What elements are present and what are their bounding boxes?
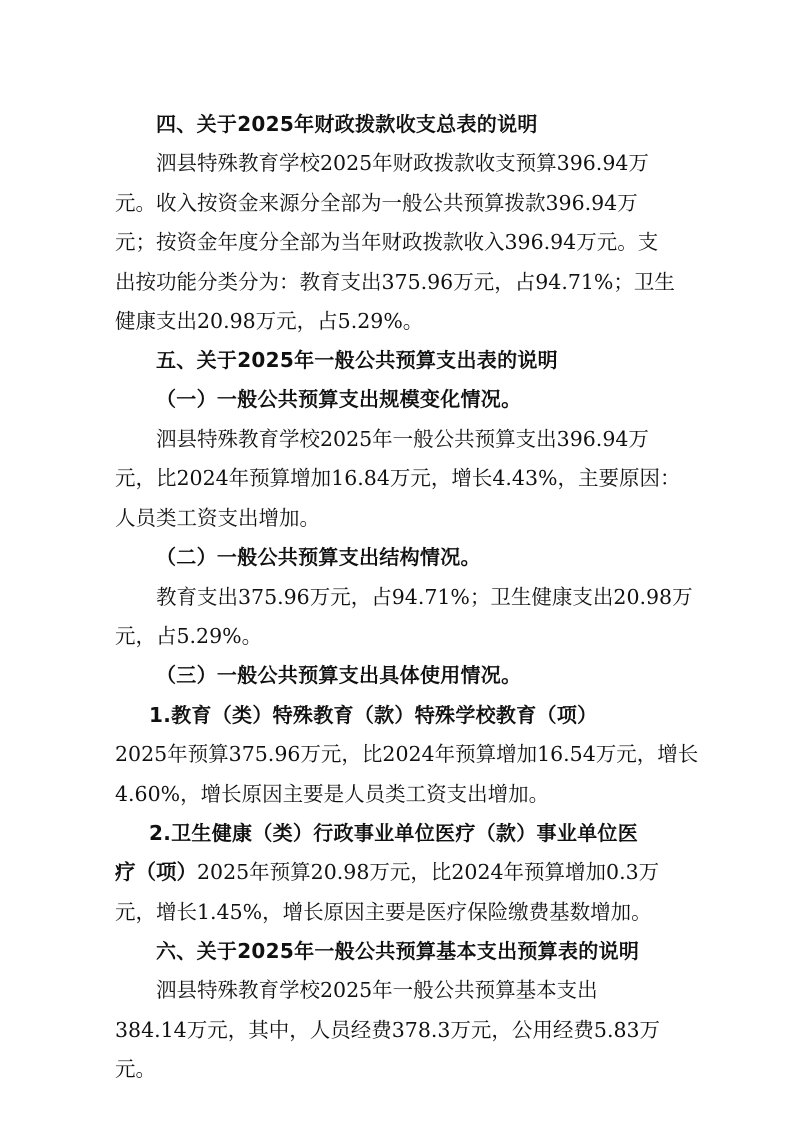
item-2-title: 2.卫生健康（类）行政事业单位医疗（款）事业单位医 <box>149 821 639 845</box>
item-1-text-line: 4.60%，增长原因主要是人员类工资支出增加。 <box>115 782 550 806</box>
item-1-title: 1.教育（类）特殊教育（款）特殊学校教育（项） <box>149 703 598 727</box>
section-6-text-line: 384.14万元，其中，人员经费378.3万元，公用经费5.83万 <box>115 1018 661 1042</box>
section-6-text-line: 泗县特殊教育学校2025年一般公共预算基本支出 <box>156 978 598 1002</box>
subsection-1-text-line: 人员类工资支出增加。 <box>115 506 320 530</box>
section-6-text-line: 元。 <box>115 1057 156 1081</box>
item-2-text-line <box>115 862 659 883</box>
subsection-2-heading: （二）一般公共预算支出结构情况。 <box>156 545 481 569</box>
item-2-text-line: 元，增长1.45%，增长原因主要是医疗保险缴费基数增加。 <box>115 900 652 924</box>
section-4-text-line: 元；按资金年度分全部为当年财政拨款收入396.94万元。支 <box>115 230 659 254</box>
subsection-2-text-line: 教育支出375.96万元，占94.71%；卫生健康支出20.98万 <box>156 585 693 609</box>
section-4-text-line: 健康支出20.98万元，占5.29%。 <box>115 309 424 333</box>
section-6-heading: 六、关于2025年一般公共预算基本支出预算表的说明 <box>156 939 640 963</box>
section-4-text-line: 出按功能分类分为：教育支出375.96万元，占94.71%；卫生 <box>115 270 675 294</box>
subsection-3-heading: （三）一般公共预算支出具体使用情况。 <box>156 663 522 687</box>
section-5-heading: 五、关于2025年一般公共预算支出表的说明 <box>156 348 558 372</box>
item-1-text-line: 2025年预算375.96万元，比2024年预算增加16.54万元，增长 <box>115 742 699 766</box>
subsection-1-text-line: 泗县特殊教育学校2025年一般公共预算支出396.94万 <box>156 427 649 451</box>
section-4-text-line: 元。收入按资金来源分全部为一般公共预算拨款396.94万 <box>115 191 638 215</box>
section-4-text-line: 泗县特殊教育学校2025年财政拨款收支预算396.94万 <box>156 151 649 175</box>
subsection-1-text-line: 元，比2024年预算增加16.84万元，增长4.43%，主要原因： <box>115 466 681 490</box>
section-4-heading: 四、关于2025年财政拨款收支总表的说明 <box>156 112 538 136</box>
subsection-2-text-line: 元，占5.29%。 <box>115 624 263 648</box>
subsection-1-heading: （一）一般公共预算支出规模变化情况。 <box>156 387 522 411</box>
item-2-text: 2025年预算20.98万元，比2024年预算增加0.3万 <box>197 860 660 884</box>
item-2-title-continued: 疗（项） <box>115 860 197 884</box>
